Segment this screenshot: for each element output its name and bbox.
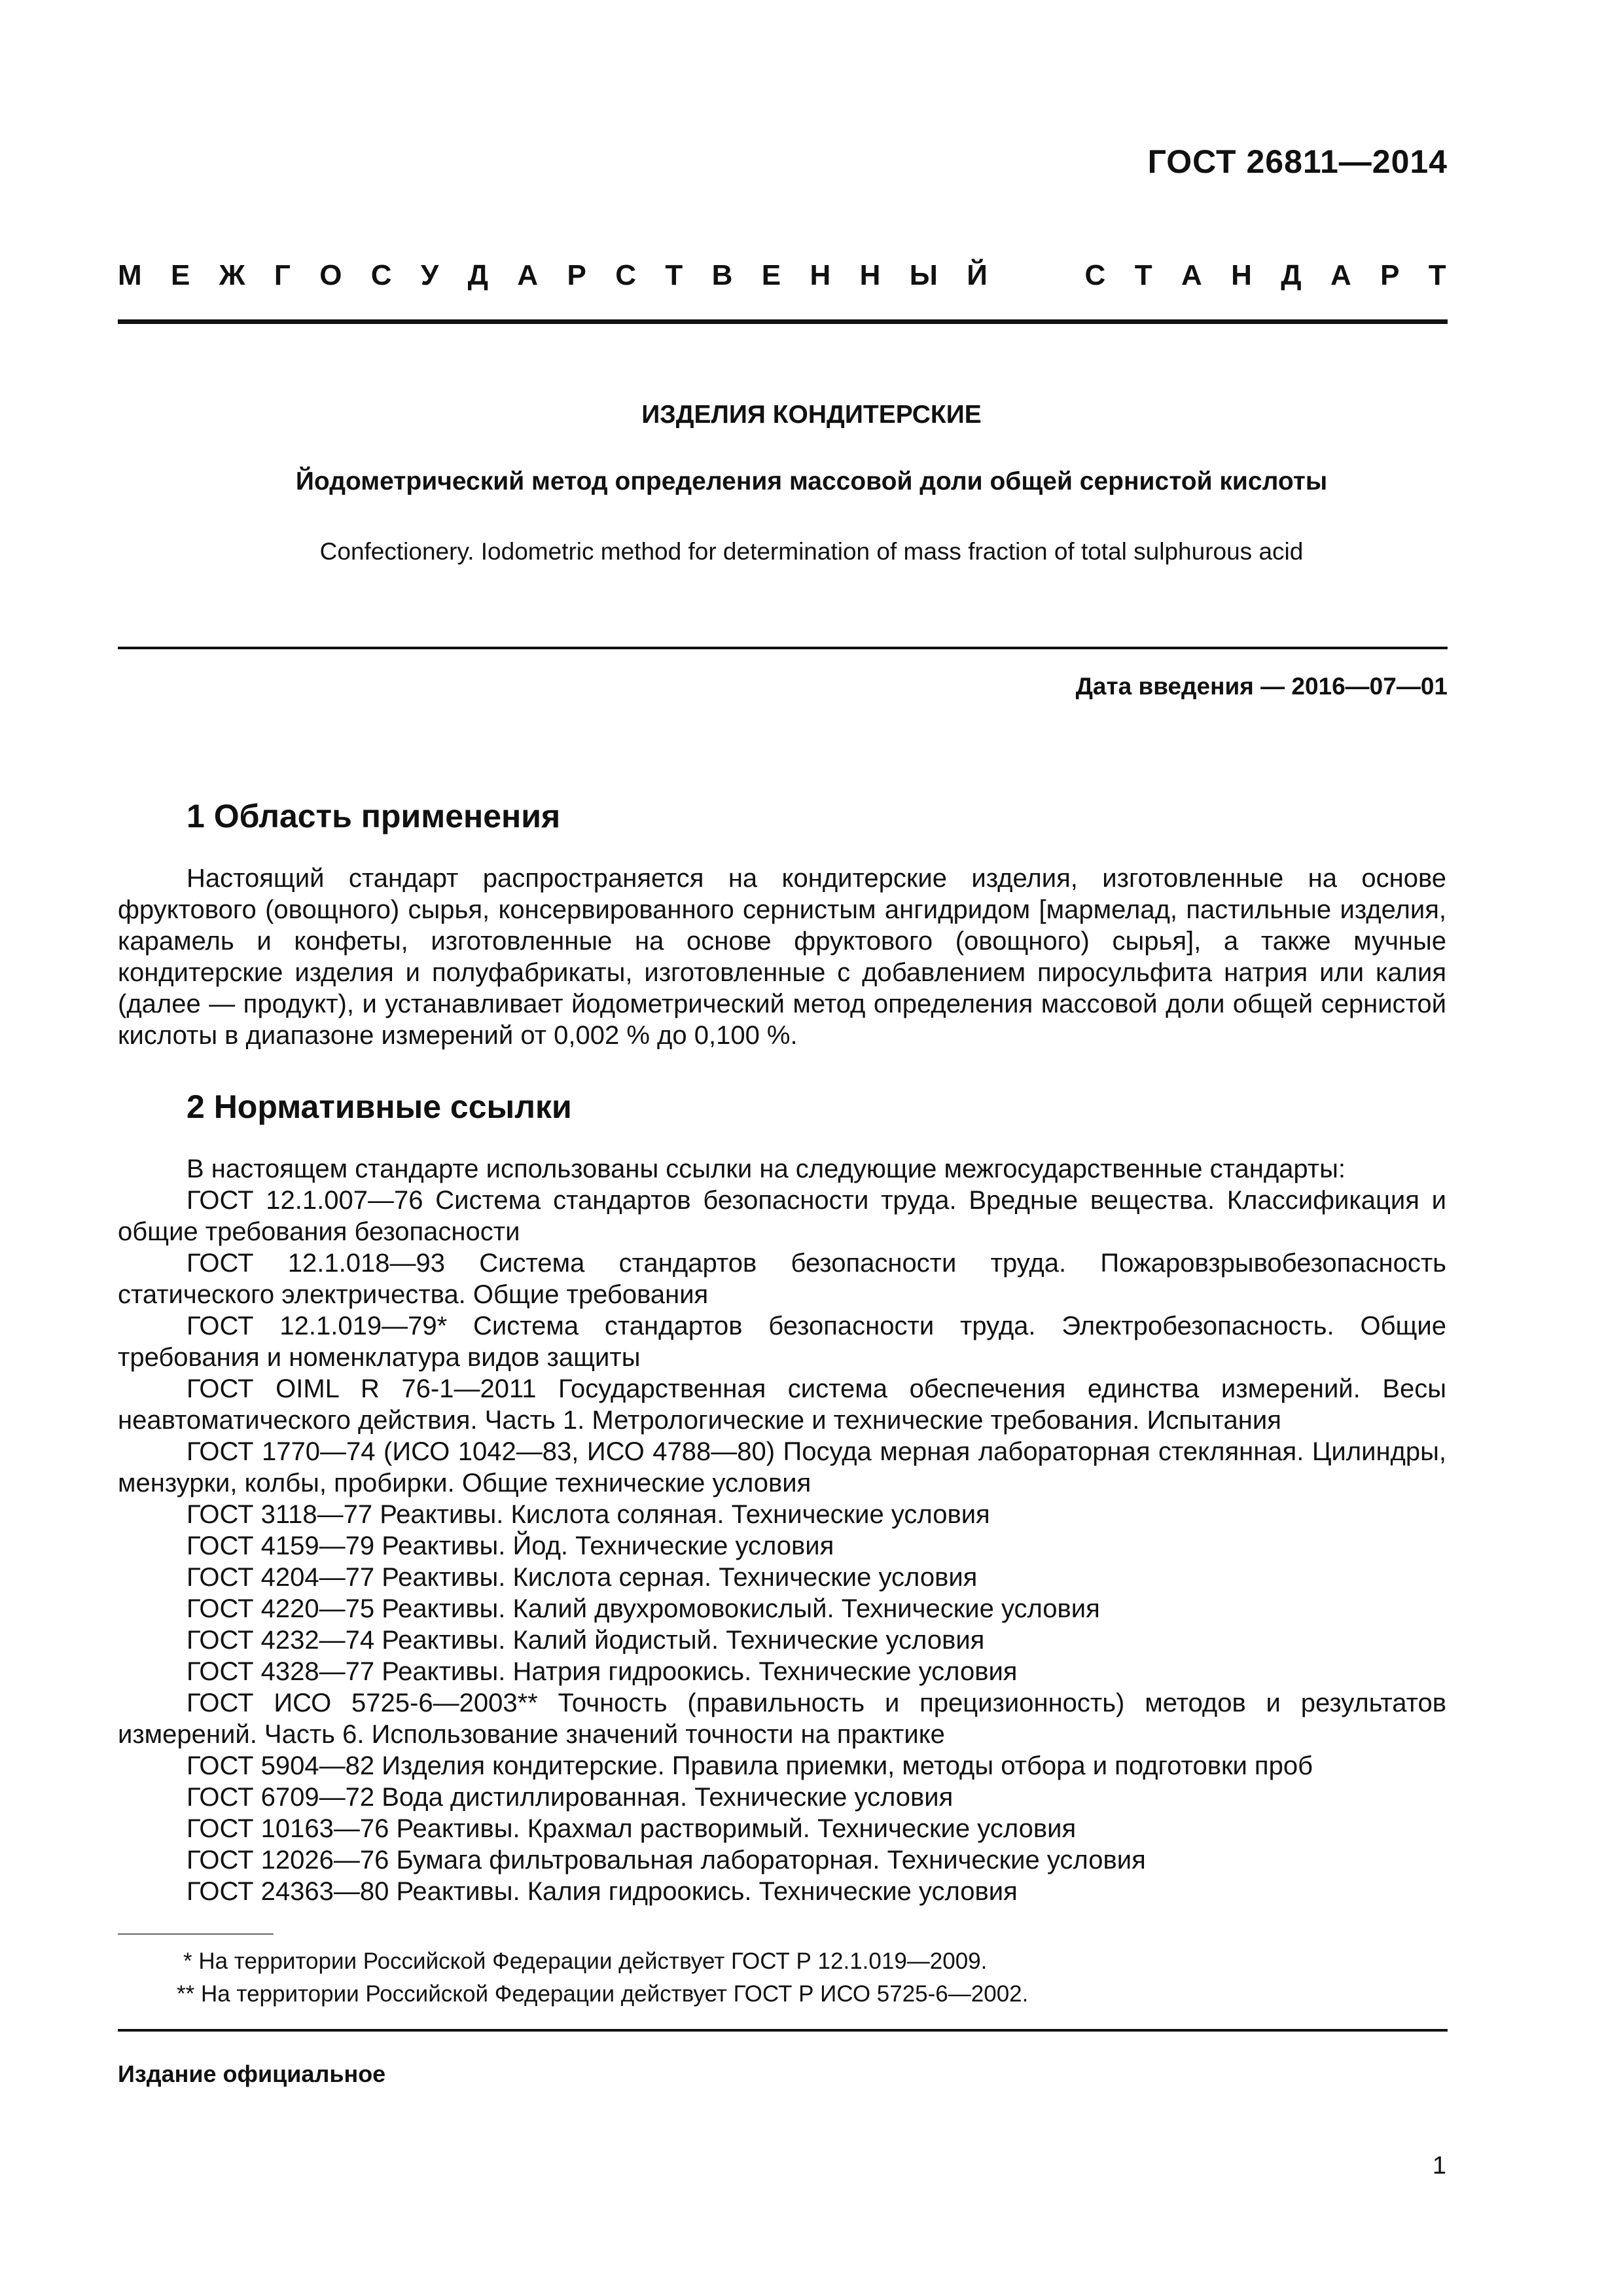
section-1-body	[118, 863, 1446, 1051]
title-rule	[118, 647, 1448, 649]
reference-item: ГОСТ 12.1.019—79* Система стандартов безопасности труда. Электробезопасность. Общие требования и номенклатура видов защиты	[118, 1312, 1446, 1372]
reference-item: ГОСТ 12026—76 Бумага фильтровальная лабораторная. Технические условия	[187, 1846, 1146, 1874]
banner-letter: А	[1330, 259, 1351, 291]
banner-letter: Н	[810, 259, 831, 291]
banner-letter: Ж	[219, 259, 245, 291]
banner-letter: Р	[1380, 259, 1400, 291]
english-title: Confectionery. Iodometric method for determination of mass fraction of total sulphurous acid	[319, 538, 1304, 565]
banner-letter: Н	[1231, 259, 1252, 291]
reference-item: ГОСТ 4232—74 Реактивы. Калий йодистый. Технические условия	[187, 1626, 985, 1655]
reference-item: ГОСТ 4328—77 Реактивы. Натрия гидроокись. Технические условия	[187, 1657, 1018, 1686]
banner-letter: Ы	[909, 259, 938, 291]
reference-item: ГОСТ 24363—80 Реактивы. Калия гидроокись. Технические условия	[187, 1877, 1018, 1906]
banner-letter: А	[517, 259, 539, 291]
document-title: ИЗДЕЛИЯ КОНДИТЕРСКИЕ	[641, 401, 982, 429]
reference-item: ГОСТ 3118—77 Реактивы. Кислота соляная. Технические условия	[187, 1500, 990, 1529]
banner-letter: С	[370, 259, 392, 291]
banner-letter: Г	[274, 259, 291, 291]
footnote-1: * На территории Российской Федерации действует ГОСТ Р 12.1.019—2009.	[183, 1948, 988, 1974]
banner-letter: Д	[467, 259, 489, 291]
reference-item: ГОСТ 12.1.007—76 Система стандартов безопасности труда. Вредные вещества. Классификация и общие требования безопасности	[118, 1186, 1446, 1246]
section-1-heading: 1 Область применения	[187, 798, 561, 834]
reference-item: ГОСТ 4159—79 Реактивы. Йод. Технические условия	[187, 1532, 834, 1560]
reference-item: ГОСТ OIML R 76-1—2011 Государственная система обеспечения единства измерений. Весы неавтоматического действия. Часть 1. Метрологические и технические требования. Испытания	[118, 1374, 1446, 1435]
banner-letter: В	[711, 259, 733, 291]
references-intro: В настоящем стандарте использованы ссылки на следующие межгосударственные стандарты:	[187, 1155, 1346, 1183]
footnotes	[118, 1945, 1446, 2011]
banner-letter: У	[420, 259, 439, 291]
banner-letter: Д	[1281, 259, 1302, 291]
banner-gap	[1016, 259, 1056, 292]
reference-item: ГОСТ 6709—72 Вода дистиллированная. Технические условия	[187, 1783, 954, 1812]
banner-letter: Н	[859, 259, 881, 291]
reference-item: ГОСТ 5904—82 Изделия кондитерские. Правила приемки, методы отбора и подготовки проб	[187, 1751, 1313, 1780]
official-edition-label: Издание официальное	[118, 2060, 386, 2087]
reference-item: ГОСТ 12.1.018—93 Система стандартов безопасности труда. Пожаровзрывобезопасность статического электричества. Общие требования	[118, 1249, 1446, 1309]
section-2-body	[118, 1153, 1446, 1907]
banner-letter: О	[319, 259, 342, 291]
banner-letter: Р	[567, 259, 586, 291]
footer-rule	[118, 2029, 1448, 2032]
banner-letter: Т	[665, 259, 683, 291]
reference-item: ГОСТ ИСО 5725-6—2003** Точность (правильность и прецизионность) методов и результатов измерений. Часть 6. Использование значений точности на практике	[118, 1689, 1446, 1749]
reference-item: ГОСТ 4220—75 Реактивы. Калий двухромовокислый. Технические условия	[187, 1594, 1100, 1623]
banner-letter: Й	[967, 259, 988, 291]
banner-letter: Е	[171, 259, 190, 291]
banner-letter: М	[118, 259, 142, 291]
reference-item: ГОСТ 1770—74 (ИСО 1042—83, ИСО 4788—80) Посуда мерная лабораторная стеклянная. Цилиндры, мензурки, колбы, пробирки. Общие технические условия	[118, 1437, 1446, 1498]
interstate-standard-banner	[118, 259, 1446, 292]
banner-letter: С	[1084, 259, 1106, 291]
banner-letter: С	[615, 259, 637, 291]
page-number: 1	[1432, 2152, 1446, 2179]
reference-item: ГОСТ 4204—77 Реактивы. Кислота серная. Технические условия	[187, 1563, 978, 1592]
footnote-2: ** На территории Российской Федерации действует ГОСТ Р ИСО 5725-6—2002.	[177, 1981, 1029, 2007]
banner-letter: А	[1181, 259, 1202, 291]
section-2-heading: 2 Нормативные ссылки	[187, 1088, 572, 1125]
reference-item: ГОСТ 10163—76 Реактивы. Крахмал растворимый. Технические условия	[187, 1814, 1077, 1843]
banner-letter: Т	[1134, 259, 1152, 291]
footnote-separator	[118, 1933, 274, 1935]
introduction-date: Дата введения — 2016—07—01	[1075, 673, 1448, 700]
scope-paragraph: Настоящий стандарт распространяется на кондитерские изделия, изготовленные на основе фруктового (овощного) сырья, консервированного сернистым ангидридом [мармелад, пастильные изделия, карамель и конфеты, изготовленные на основе фруктового (овощного) сырья], а также мучные кондитерские изделия и полуфабрикаты, изготовленные с добавлением пиросульфита натрия или калия (далее — продукт), и устанавливает йодометрический метод определения массовой доли общей сернистой кислоты в диапазоне измерений от 0,002 % до 0,100 %.	[118, 864, 1446, 1050]
header-rule	[118, 319, 1448, 324]
standard-number: ГОСТ 26811—2014	[1147, 143, 1448, 180]
document-subtitle: Йодометрический метод определения массовой доли общей сернистой кислоты	[295, 467, 1328, 495]
banner-letter: Е	[761, 259, 781, 291]
banner-letter: Т	[1428, 259, 1446, 291]
